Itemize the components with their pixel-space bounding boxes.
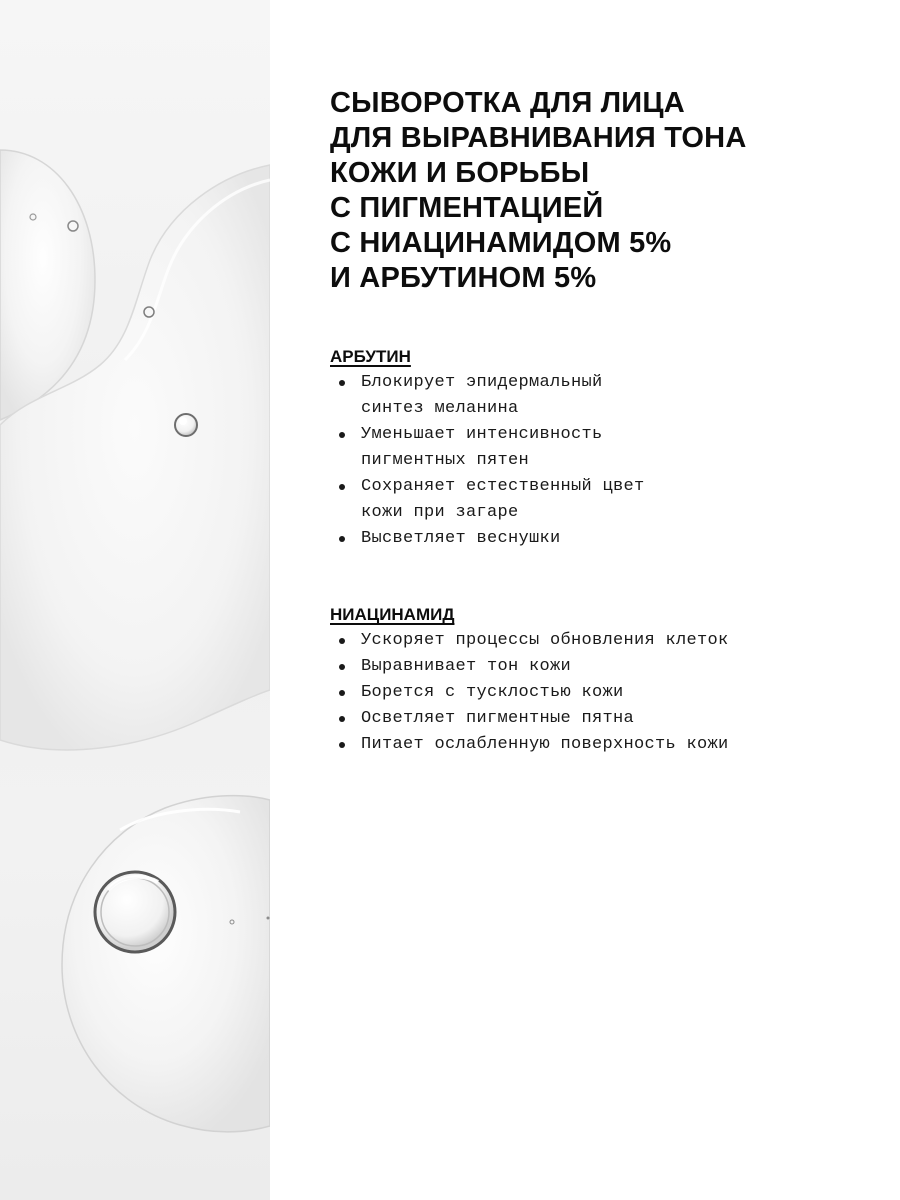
bullet-icon — [339, 432, 345, 438]
bullet-icon — [339, 638, 345, 644]
bullet-icon — [339, 664, 345, 670]
niacinamide-section — [330, 604, 870, 758]
list-item — [330, 706, 870, 732]
bubble-small-2 — [68, 221, 78, 231]
title-line: И АРБУТИНОМ 5% — [330, 262, 597, 294]
arbutin-heading: АРБУТИН — [330, 347, 411, 366]
title-line: С НИАЦИНАМИДОМ 5% — [330, 227, 672, 259]
bullet-icon — [339, 484, 345, 490]
list-item — [330, 628, 870, 654]
bubble-medium — [175, 414, 197, 436]
serum-drops-photo — [0, 0, 270, 1200]
bubble-small-3 — [144, 307, 154, 317]
list-item — [330, 654, 870, 680]
title-line: ДЛЯ ВЫРАВНИВАНИЯ ТОНА — [330, 122, 747, 154]
list-item — [330, 422, 870, 474]
list-item-text: Сохраняет естественный цвет кожи при загаре — [361, 477, 645, 522]
list-item-text: Высветляет веснушки — [361, 529, 561, 548]
bullet-icon — [339, 742, 345, 748]
title-line: С ПИГМЕНТАЦИЕЙ — [330, 192, 604, 224]
bullet-icon — [339, 380, 345, 386]
list-item-text: Блокирует эпидермальный синтез меланина — [361, 373, 603, 418]
list-item-text: Питает ослабленную поверхность кожи — [361, 735, 729, 754]
list-item-text: Осветляет пигментные пятна — [361, 709, 635, 728]
list-item-text: Борется с тусклостью кожи — [361, 683, 624, 702]
bubble-tiny — [230, 920, 234, 924]
bullet-icon — [339, 690, 345, 696]
title-line: КОЖИ И БОРЬБЫ — [330, 157, 590, 189]
list-item — [330, 732, 870, 758]
product-title — [330, 86, 870, 296]
list-item — [330, 370, 870, 422]
bullet-icon — [339, 536, 345, 542]
serum-drop-lower — [62, 796, 270, 1132]
arbutin-section — [330, 346, 870, 552]
title-line: СЫВОРОТКА ДЛЯ ЛИЦА — [330, 87, 685, 119]
bubble-small-1 — [30, 214, 36, 220]
bubble-large — [95, 872, 175, 952]
list-item — [330, 680, 870, 706]
arbutin-benefits-list — [330, 370, 870, 552]
niacinamide-heading: НИАЦИНАМИД — [330, 605, 455, 624]
list-item — [330, 474, 870, 526]
list-item-text: Выравнивает тон кожи — [361, 657, 572, 676]
bullet-icon — [339, 716, 345, 722]
list-item — [330, 526, 870, 552]
list-item-text: Ускоряет процессы обновления клеток — [361, 631, 729, 650]
list-item-text: Уменьшает интенсивность пигментных пятен — [361, 425, 603, 470]
product-description — [330, 86, 870, 758]
niacinamide-benefits-list — [330, 628, 870, 758]
